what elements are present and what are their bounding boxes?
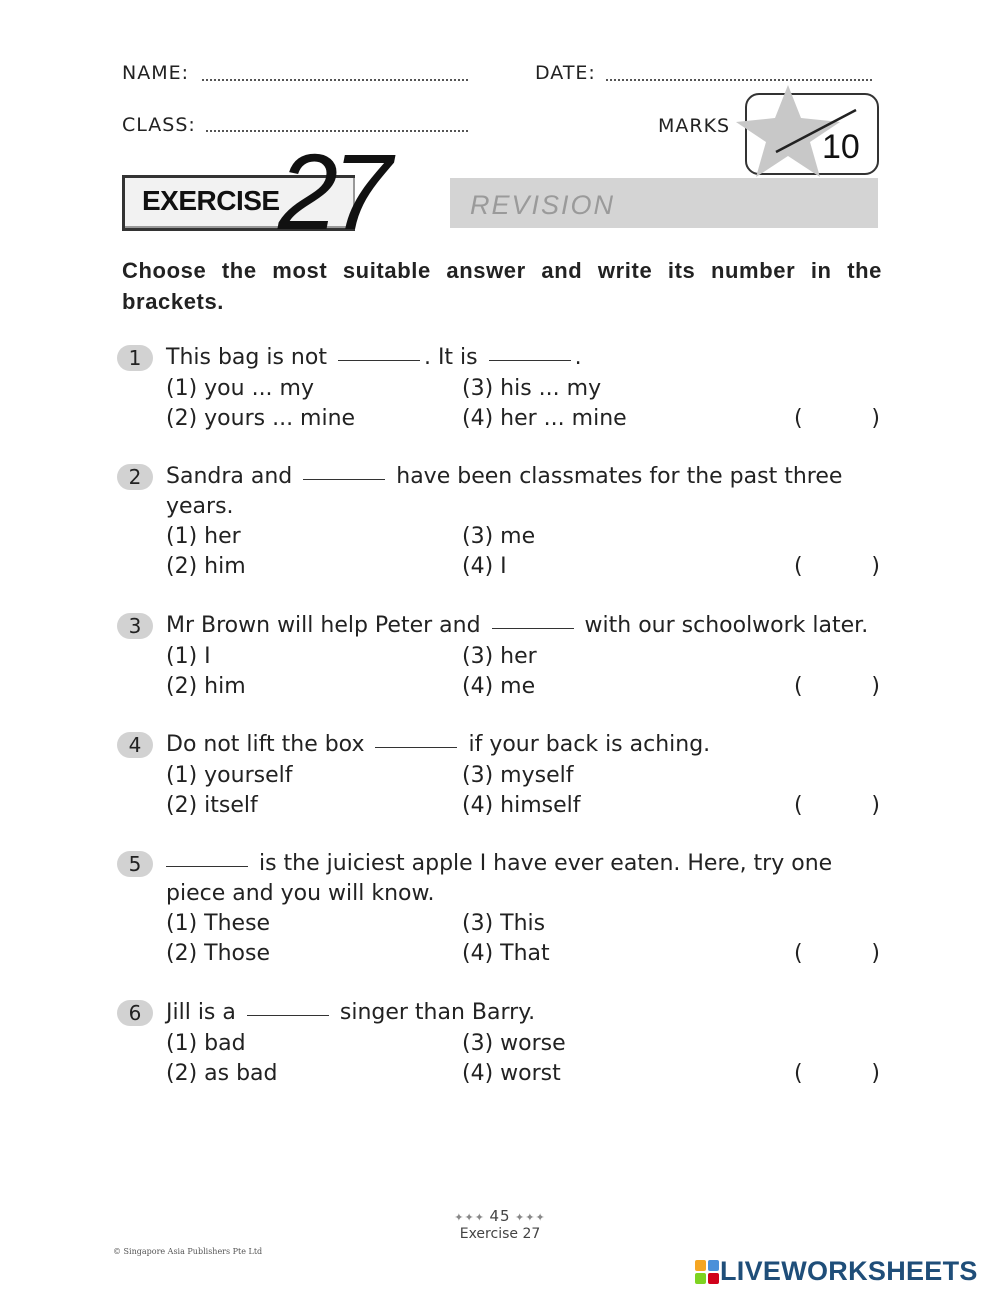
option-4: (4) me	[462, 674, 536, 699]
answer-blank	[166, 866, 248, 867]
option-3: (3) This	[462, 911, 546, 936]
answer-bracket[interactable]: ( )	[794, 1061, 880, 1086]
option-4: (4) himself	[462, 793, 581, 818]
answer-bracket[interactable]: ( )	[794, 406, 880, 431]
exercise-number: 27	[278, 131, 387, 252]
date-label: DATE:	[535, 62, 596, 84]
answer-blank	[247, 1015, 329, 1016]
question-number: 3	[117, 613, 153, 639]
option-2: (2) as bad	[166, 1061, 278, 1086]
answer-blank	[303, 479, 385, 480]
question-number: 6	[117, 1000, 153, 1026]
question-number: 2	[117, 464, 153, 490]
name-label: NAME:	[122, 62, 190, 84]
answer-blank	[489, 360, 571, 361]
option-2: (2) itself	[166, 793, 258, 818]
question-stem: Jill is a singer than Barry.	[166, 1000, 536, 1025]
liveworksheets-logo[interactable]	[694, 1256, 978, 1287]
option-1: (1) you ... my	[166, 376, 314, 401]
question-stem: is the juiciest apple I have ever eaten. Here, try one piece and you will know.	[166, 851, 833, 906]
copyright: © Singapore Asia Publishers Pte Ltd	[113, 1247, 263, 1256]
option-2: (2) him	[166, 554, 246, 579]
answer-bracket[interactable]: ( )	[794, 674, 880, 699]
ornament-icon: ✦✦✦	[510, 1211, 546, 1224]
answer-blank	[492, 628, 574, 629]
liveworksheets-brand: LIVEWORKSHEETS	[720, 1256, 978, 1286]
answer-blank	[375, 747, 457, 748]
footer-exercise-label: Exercise 27	[459, 1226, 541, 1242]
answer-bracket[interactable]: ( )	[794, 793, 880, 818]
exercise-word: EXERCISE	[142, 185, 280, 216]
class-label: CLASS:	[122, 114, 196, 136]
question-stem: This bag is not . It is .	[166, 345, 582, 370]
option-1: (1) I	[166, 644, 211, 669]
question-stem: Mr Brown will help Peter and with our schoolwork later.	[166, 613, 869, 638]
answer-bracket[interactable]: ( )	[794, 941, 880, 966]
ornament-icon: ✦✦✦	[454, 1211, 490, 1224]
page-number: ✦✦✦ 45 ✦✦✦	[454, 1207, 546, 1225]
name-field[interactable]	[202, 79, 468, 81]
option-3: (3) his ... my	[462, 376, 602, 401]
option-4: (4) I	[462, 554, 507, 579]
option-3: (3) worse	[462, 1031, 566, 1056]
option-3: (3) me	[462, 524, 536, 549]
answer-blank	[338, 360, 420, 361]
option-3: (3) myself	[462, 763, 574, 788]
question-stem: Sandra and have been classmates for the past three years.	[166, 464, 843, 519]
option-4: (4) That	[462, 941, 550, 966]
question-number: 4	[117, 732, 153, 758]
option-1: (1) yourself	[166, 763, 293, 788]
revision-title: REVISION	[470, 190, 616, 220]
marks-total: 10	[822, 128, 860, 166]
answer-bracket[interactable]: ( )	[794, 554, 880, 579]
option-2: (2) Those	[166, 941, 270, 966]
option-2: (2) him	[166, 674, 246, 699]
option-1: (1) bad	[166, 1031, 246, 1056]
question-number: 1	[117, 345, 153, 371]
question-number: 5	[117, 851, 153, 877]
option-1: (1) her	[166, 524, 241, 549]
option-3: (3) her	[462, 644, 537, 669]
question-stem: Do not lift the box if your back is aching.	[166, 732, 711, 757]
liveworksheets-logo-icon	[694, 1258, 720, 1286]
option-4: (4) her ... mine	[462, 406, 627, 431]
marks-label: MARKS	[658, 115, 731, 137]
instruction: Choose the most suitable answer and write its number in the brackets.	[122, 258, 882, 314]
option-1: (1) These	[166, 911, 271, 936]
option-4: (4) worst	[462, 1061, 561, 1086]
option-2: (2) yours ... mine	[166, 406, 356, 431]
